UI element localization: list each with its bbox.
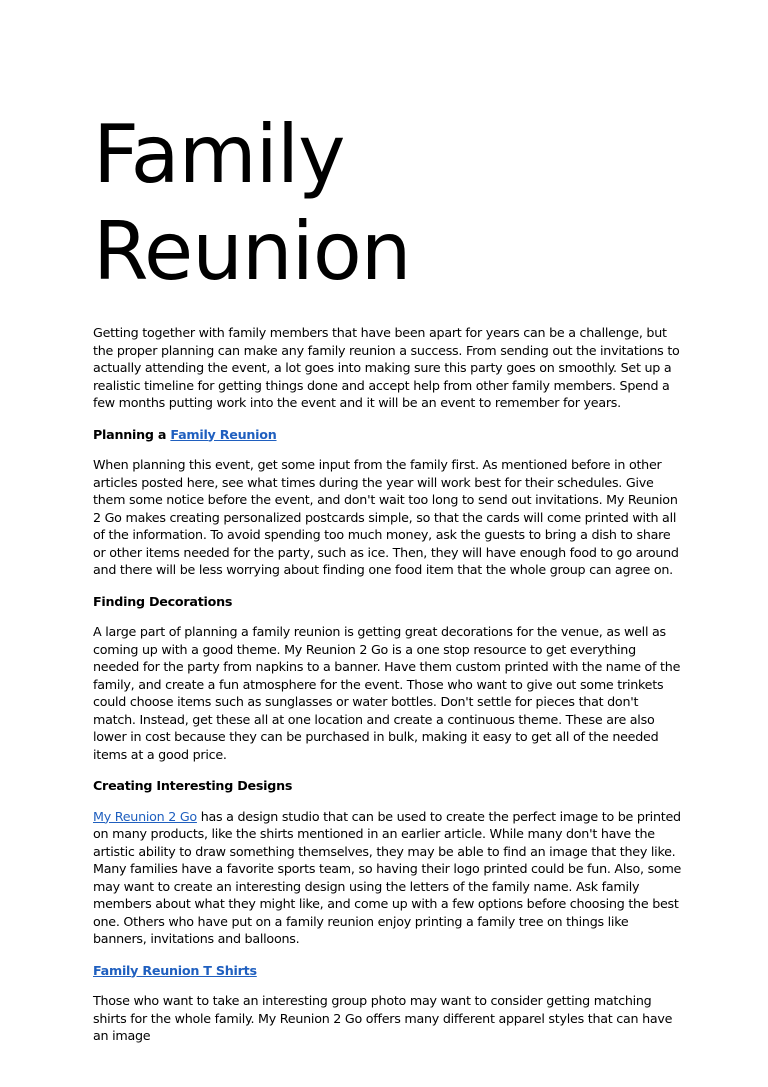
title-line-2: Reunion <box>93 205 411 298</box>
section-heading-planning <box>93 426 683 444</box>
family-reunion-t-shirts-link[interactable]: Family Reunion T Shirts <box>93 962 257 978</box>
document-title <box>93 0 683 300</box>
title-line-1: Family <box>93 108 345 201</box>
section-body-tshirts: Those who want to take an interesting group photo may want to consider getting matching shirts for the whole family. My Reunion 2 Go offers many different apparel styles that can have an image <box>93 993 673 1043</box>
section-heading-tshirts <box>93 962 683 980</box>
section-body-designs <box>93 808 683 948</box>
heading-prefix: Planning a <box>93 426 171 442</box>
family-reunion-link[interactable]: Family Reunion <box>170 426 277 442</box>
document-page <box>93 0 683 1045</box>
section-heading-designs: Creating Interesting Designs <box>93 778 293 793</box>
intro-paragraph: Getting together with family members that have been apart for years can be a challenge, but the proper planning can make any family reunion a success. From sending out the invitations to actually attending the event, a lot goes into making sure this party goes on smoothly. Set up a realistic timeline for getting things done and accept help from other family members. Spend a few months putting work into the event and it will be an event to remember for years. <box>93 325 680 410</box>
section-body-decorations: A large part of planning a family reunion is getting great decorations for the venue, as well as coming up with a good theme. My Reunion 2 Go is a one stop resource to get everything needed for the party from napkins to a banner. Have them custom printed with the name of the family, and create a fun atmosphere for the event. Those who want to give out some trinkets could choose items such as sunglasses or water bottles. Don't settle for pieces that don't match. Instead, get these all at one location and create a continuous theme. These are also lower in cost because they can be purchased in bulk, making it easy to get all of the needed items at a good price. <box>93 624 681 762</box>
section-body-planning: When planning this event, get some input from the family first. As mentioned before in other articles posted here, see what times during the year will work best for their schedules. Give them some notice before the event, and don't wait too long to send out invitations. My Reunion 2 Go makes creating personalized postcards simple, so that the cards will come printed with all of the information. To avoid spending too much money, ask the guests to bring a dish to share or other items needed for the party, such as ice. Then, they will have enough food to go around and there will be less worrying about finding one food item that the whole group can agree on. <box>93 457 679 577</box>
section-heading-decorations: Finding Decorations <box>93 593 233 609</box>
designs-body-text: has a design studio that can be used to create the perfect image to be printed on many products, like the shirts mentioned in an earlier article. While many don't have the artistic ability to draw something themselves, they may be able to find an image that they like. Many families have a favorite sports team, so having their logo printed could be fun. Also, some may want to create an interesting design using the letters of the family name. Ask family members about what they might like, and come up with a few options before choosing the best one. Others who have put on a family reunion enjoy printing a family tree on things like banners, invitations and balloons. <box>93 808 682 946</box>
my-reunion-2-go-link[interactable]: My Reunion 2 Go <box>93 808 197 824</box>
